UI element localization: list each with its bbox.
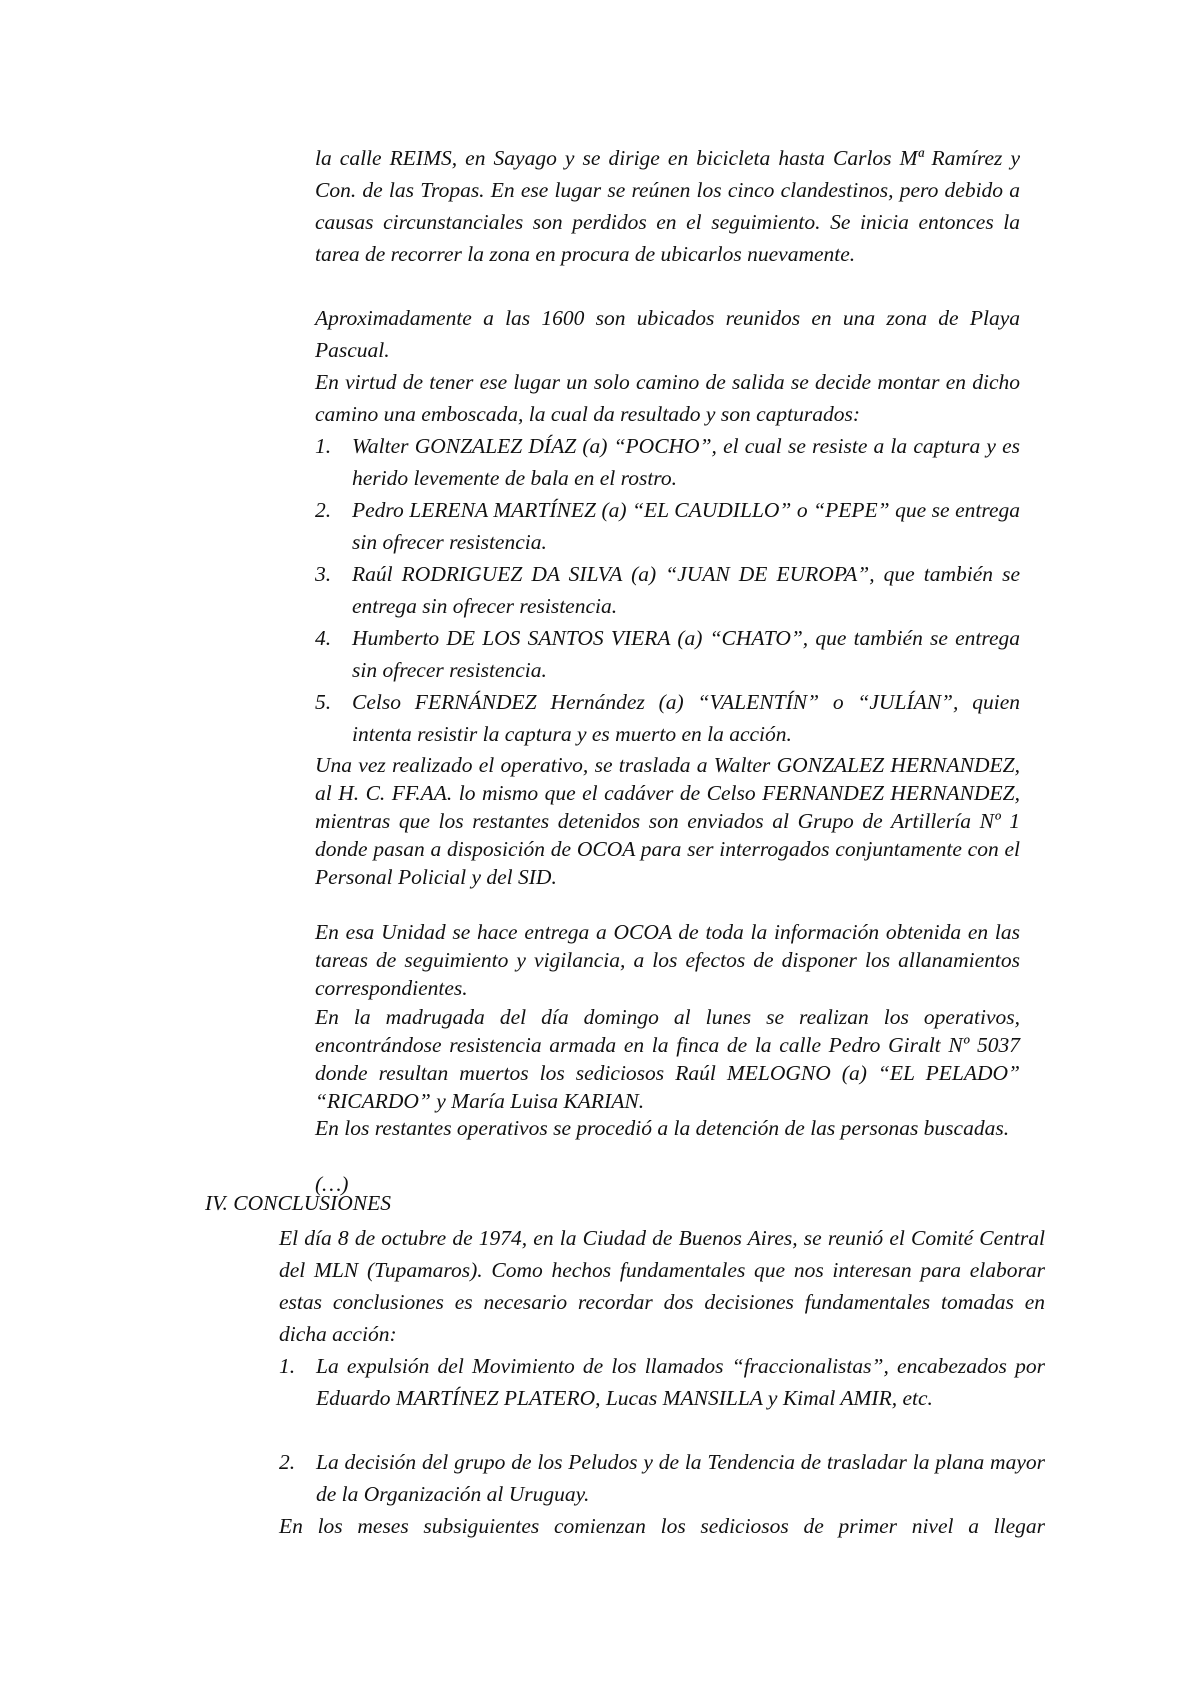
list-item-number: 2. bbox=[315, 498, 332, 522]
paragraph-location: Aproximadamente a las 1600 son ubicados reunidos en una zona de Playa Pascual. bbox=[315, 306, 1020, 362]
list-item-number: 1. bbox=[279, 1354, 296, 1378]
ellipsis: (…) bbox=[315, 1172, 349, 1196]
list-item-captured-4 bbox=[315, 622, 1020, 686]
section-heading: IV. CONCLUSIONES bbox=[205, 1191, 391, 1215]
paragraph-detentions: En los restantes operativos se procedió a la detención de las personas buscadas. bbox=[315, 1116, 1010, 1140]
list-item-number: 3. bbox=[315, 562, 332, 586]
list-item-number: 4. bbox=[315, 626, 332, 650]
list-item-number: 1. bbox=[315, 434, 332, 458]
list-item-text: Pedro LERENA MARTÍNEZ (a) “EL CAUDILLO” o “PEPE” que se entrega sin ofrecer resistencia. bbox=[352, 498, 1020, 554]
list-item-number: 2. bbox=[279, 1450, 296, 1474]
paragraph-surveillance: la calle REIMS, en Sayago y se dirige en bicicleta hasta Carlos Mª Ramírez y Con. de las Tropas. En ese lugar se reúnen los cinco clandestinos, pero debido a causas circunstanciales son perdidos en el seguimiento. Se inicia entonces la tarea de recorrer la zona en procura de ubicarlos nuevamente. bbox=[315, 146, 1020, 266]
paragraph-raids: En la madrugada del día domingo al lunes se realizan los operativos, encontrándose resistencia armada en la finca de la calle Pedro Giralt Nº 5037 donde resultan muertos los sediciosos Raúl MELOGNO (a) “EL PELADO” “RICARDO” y María Luisa KARIAN. bbox=[315, 1005, 1020, 1113]
list-item-captured-5 bbox=[315, 686, 1020, 750]
paragraph-central-committee: El día 8 de octubre de 1974, en la Ciudad de Buenos Aires, se reunió el Comité Central del MLN (Tupamaros). Como hechos fundamentales que nos interesan para elaborar estas conclusiones es necesario recordar dos decisiones fundamentales tomadas en dicha acción: bbox=[279, 1226, 1045, 1346]
paragraph-ambush: En virtud de tener ese lugar un solo camino de salida se decide montar en dicho camino una emboscada, la cual da resultado y son capturados: bbox=[315, 370, 1020, 426]
list-item-text: Raúl RODRIGUEZ DA SILVA (a) “JUAN DE EUROPA”, que también se entrega sin ofrecer resistencia. bbox=[352, 562, 1020, 618]
paragraph-information: En esa Unidad se hace entrega a OCOA de toda la información obtenida en las tareas de seguimiento y vigilancia, a los efectos de disponer los allanamientos correspondientes. bbox=[315, 920, 1020, 1000]
paragraph-operation: Una vez realizado el operativo, se traslada a Walter GONZALEZ HERNANDEZ, al H. C. FF.AA. lo mismo que el cadáver de Celso FERNANDEZ HERNANDEZ, mientras que los restantes detenidos son enviados al Grupo de Artillería Nº 1 donde pasan a disposición de OCOA para ser interrogados conjuntamente con el Personal Policial y del SID. bbox=[315, 753, 1020, 889]
list-item-decision-2 bbox=[279, 1446, 1045, 1510]
list-item-text: La decisión del grupo de los Peludos y de la Tendencia de trasladar la plana mayor de la Organización al Uruguay. bbox=[316, 1450, 1045, 1506]
list-item-captured-1 bbox=[315, 430, 1020, 494]
list-item-text: La expulsión del Movimiento de los llamados “fraccionalistas”, encabezados por Eduardo MARTÍNEZ PLATERO, Lucas MANSILLA y Kimal AMIR, etc. bbox=[316, 1354, 1045, 1410]
list-item-text: Walter GONZALEZ DÍAZ (a) “POCHO”, el cual se resiste a la captura y es herido levemente de bala en el rostro. bbox=[352, 434, 1020, 490]
list-item-text: Celso FERNÁNDEZ Hernández (a) “VALENTÍN” o “JULÍAN”, quien intenta resistir la captura y es muerto en la acción. bbox=[352, 690, 1020, 746]
list-item-captured-3 bbox=[315, 558, 1020, 622]
list-item-decision-1 bbox=[279, 1350, 1045, 1414]
list-item-number: 5. bbox=[315, 690, 332, 714]
list-item-text: Humberto DE LOS SANTOS VIERA (a) “CHATO”, que también se entrega sin ofrecer resistencia. bbox=[352, 626, 1020, 682]
paragraph-subsequent-months: En los meses subsiguientes comienzan los sediciosos de primer nivel a llegar bbox=[279, 1514, 1045, 1538]
list-item-captured-2 bbox=[315, 494, 1020, 558]
